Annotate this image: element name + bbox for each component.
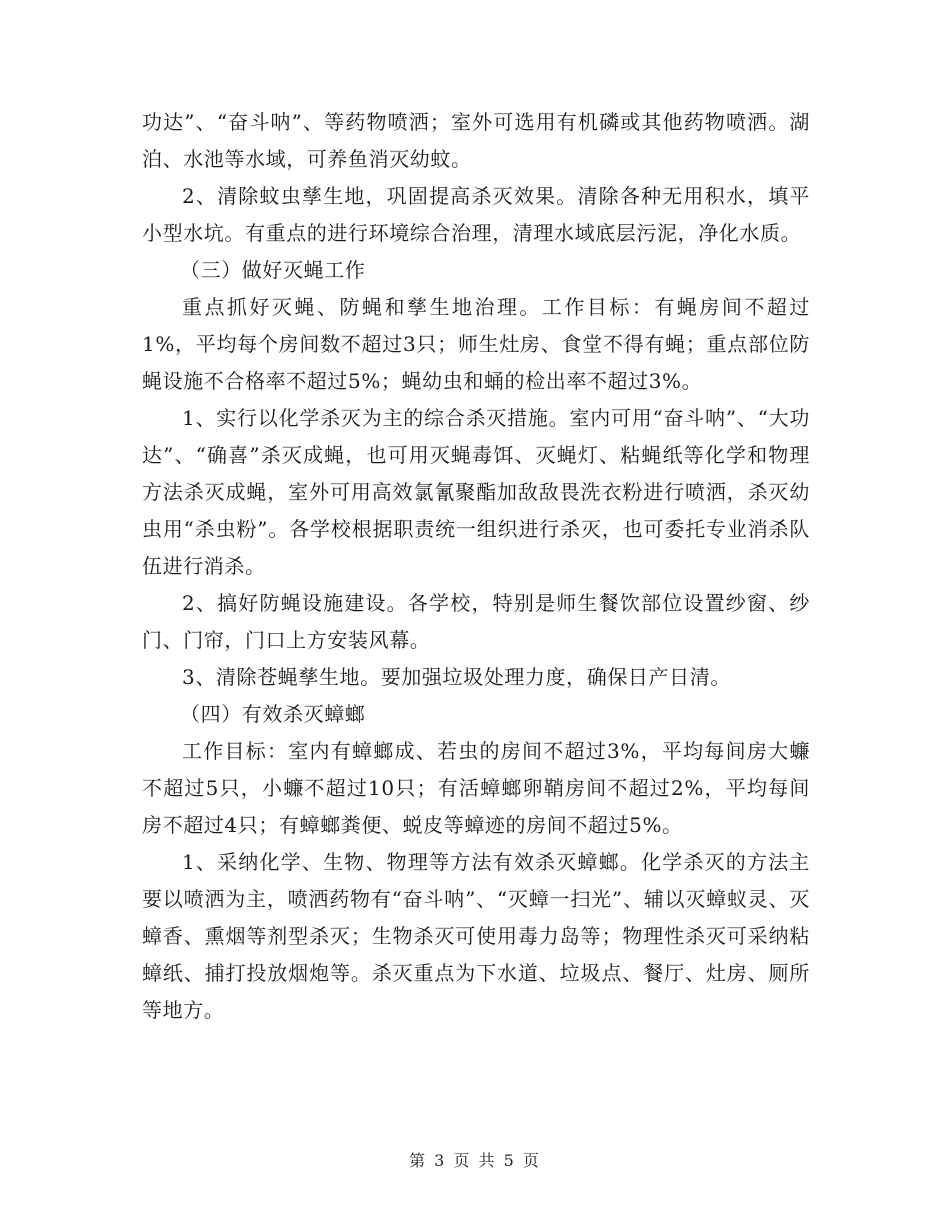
- paragraph-fly-prevention-facilities: 2、搞好防蝇设施建设。各学校，特别是师生餐饮部位设置纱窗、纱门、门帘，门口上方安装风幕。: [142, 591, 810, 652]
- paragraph-cockroach-methods: 1、采纳化学、生物、物理等方法有效杀灭蟑螂。化学杀灭的方法主要以喷洒为主，喷洒药物有“奋斗呐”、“灭蟑一扫光”、辅以灭蟑蚁灵、灭蟑香、熏烟等剂型杀灭；生物杀灭可使用毒力岛等；物理性杀灭可采纳粘蟑纸、捕打投放烟炮等。杀灭重点为下水道、垃圾点、餐厅、灶房、厕所等地方。: [142, 850, 810, 1022]
- document-body: [142, 104, 810, 1029]
- page-footer: 第 3 页 共 5 页: [409, 1151, 541, 1170]
- paragraph-fly-chemical-measures: 1、实行以化学杀灭为主的综合杀灭措施。室内可用“奋斗呐”、“大功达”、“确喜”杀灭成蝇，也可用灭蝇毒饵、灭蝇灯、粘蝇纸等化学和物理方法杀灭成蝇，室外可用高效氯氰聚酯加敌敌畏洗衣粉进行喷洒，杀灭幼虫用“杀虫粉”。各学校根据职责统一组织进行杀灭，也可委托专业消杀队伍进行消杀。: [142, 406, 810, 578]
- paragraph-clear-mosquito-breeding: 2、清除蚊虫孳生地，巩固提高杀灭效果。清除各种无用积水，填平小型水坑。有重点的进行环境综合治理，清理水域底层污泥，净化水质。: [142, 184, 810, 245]
- paragraph-cockroach-goals: 工作目标：室内有蟑螂成、若虫的房间不超过3%，平均每间房大蠊不超过5只，小蠊不超过10只；有活蟑螂卵鞘房间不超过2%，平均每间房不超过4只；有蟑螂粪便、蜕皮等蟑迹的房间不超过5%。: [142, 739, 810, 837]
- paragraph-fly-goals: 重点抓好灭蝇、防蝇和孳生地治理。工作目标：有蝇房间不超过1%，平均每个房间数不超过3只；师生灶房、食堂不得有蝇；重点部位防蝇设施不合格率不超过5%；蝇幼虫和蛹的检出率不超过3%。: [142, 295, 810, 393]
- paragraph-continuation: 功达”、“奋斗呐”、等药物喷洒；室外可选用有机磷或其他药物喷洒。湖泊、水池等水域，可养鱼消灭幼蚊。: [142, 110, 810, 171]
- section-heading-cockroach-control: （四）有效杀灭蟑螂: [180, 702, 366, 726]
- section-heading-fly-control: （三）做好灭蝇工作: [180, 258, 366, 282]
- paragraph-fly-breeding-cleanup: 3、清除苍蝇孳生地。要加强垃圾处理力度，确保日产日清。: [182, 665, 731, 689]
